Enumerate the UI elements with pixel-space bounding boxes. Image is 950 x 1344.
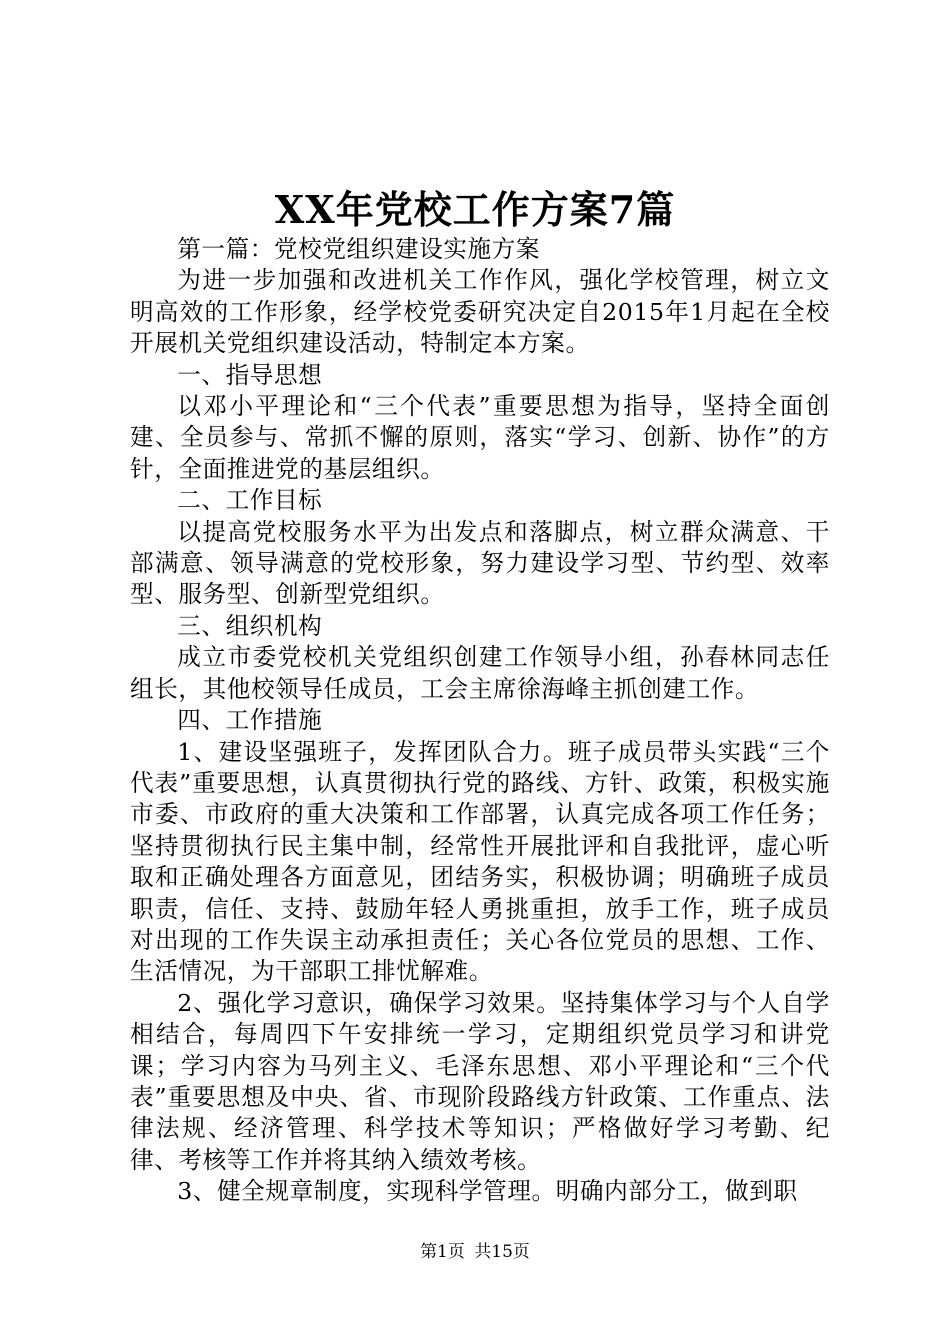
section-heading-work-measures: 四、工作措施 — [177, 706, 323, 735]
section-heading-guiding-ideology: 一、指导思想 — [177, 360, 323, 389]
document-title: XX年党校工作方案7篇 — [274, 187, 676, 232]
paragraph-guiding-ideology: 以邓小平理论和“三个代表”重要思想为指导，坚持全面创建、全员参与、常抓不懈的原则，落实“学习、创新、协作”的方针，全面推进党的基层组织。 — [130, 392, 830, 483]
paragraph-measure-2: 2、强化学习意识，确保学习效果。坚持集体学习与个人自学相结合，每周四下午安排统一学习，定期组织党员学习和讲党课；学习内容为马列主义、毛泽东思想、邓小平理论和“三个代表”重要思想及中央、省、市现阶段路线方针政策、工作重点、法律法规、经济管理、科学技术等知识；严格做好学习考勤、纪律、考核等工作并将其纳入绩效考核。 — [130, 988, 830, 1174]
paragraph-measure-3: 3、健全规章制度，实现科学管理。明确内部分工，做到职 — [177, 1177, 798, 1206]
paragraph-intro: 为进一步加强和改进机关工作作风，强化学校管理，树立文明高效的工作形象，经学校党委研究决定自2015年1月起在全校开展机关党组织建设活动，特制定本方案。 — [130, 266, 830, 358]
section-heading-work-goals: 二、工作目标 — [177, 486, 323, 515]
document-body — [130, 234, 830, 1208]
page-number: 第1页 — [420, 1242, 465, 1262]
paragraph-measure-1: 1、建设坚强班子，发挥团队合力。班子成员带头实践“三个代表”重要思想，认真贯彻执行党的路线、方针、政策，积极实施市委、市政府的重大决策和工作部署，认真完成各项工作任务；坚持贯彻执行民主集中制，经常性开展批评和自我批评，虚心听取和正确处理各方面意见，团结务实，积极协调；明确班子成员职责，信任、支持、鼓励年轻人勇挑重担，放手工作，班子成员对出现的工作失误主动承担责任；关心各位党员的思想、工作、生活情况，为干部职工排忧解难。 — [130, 737, 830, 986]
paragraph-work-goals: 以提高党校服务水平为出发点和落脚点，树立群众满意、干部满意、领导满意的党校形象，努力建设学习型、节约型、效率型、服务型、创新型党组织。 — [130, 517, 830, 609]
page-footer — [0, 1241, 950, 1263]
paragraph-organization: 成立市委党校机关党组织创建工作领导小组，孙春林同志任组长，其他校领导任成员，工会主席徐海峰主抓创建工作。 — [130, 643, 830, 703]
page-total: 共15页 — [474, 1242, 530, 1262]
section-heading-part-one: 第一篇：党校党组织建设实施方案 — [177, 235, 541, 263]
section-heading-organization: 三、组织机构 — [177, 611, 323, 640]
